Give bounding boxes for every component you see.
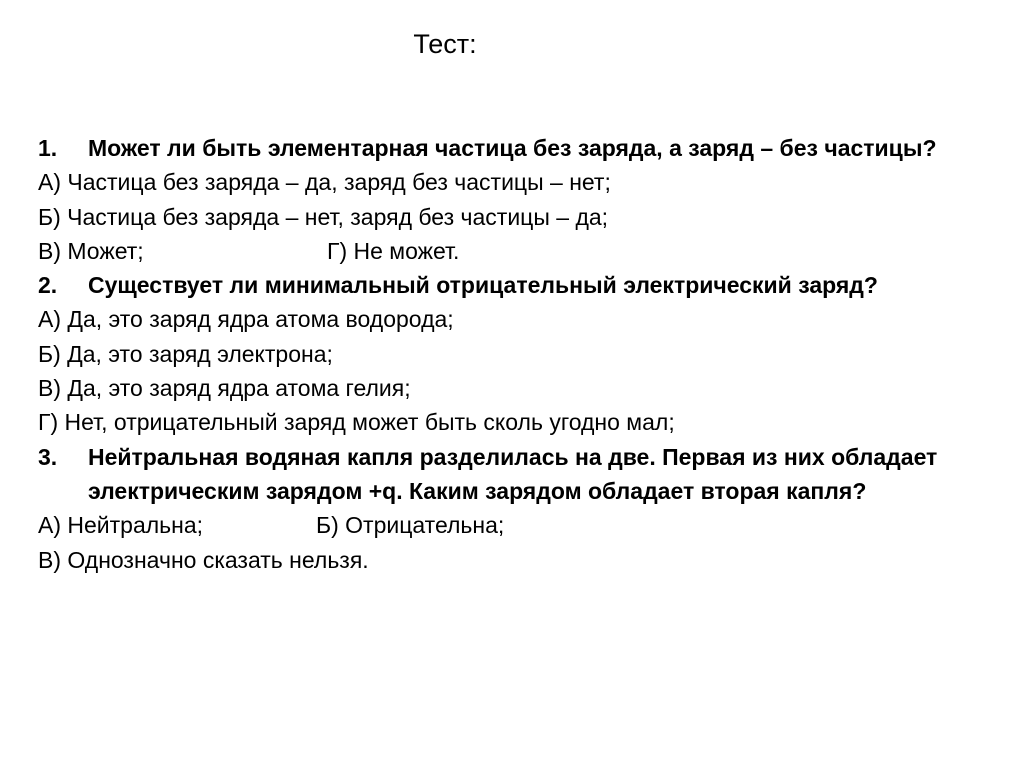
slide-title: Тест: [413, 29, 477, 59]
question-text: Может ли быть элементарная частица без заряда, а заряд – без частицы? [88, 135, 937, 161]
answer-option: А) Частица без заряда – да, заряд без частицы – нет; [38, 169, 611, 196]
answer-option-row [38, 234, 998, 268]
answer-option: Б) Да, это заряд электрона; [38, 340, 333, 367]
answer-option: А) Нейтральна; [38, 512, 204, 539]
question-number: 3. [38, 443, 58, 470]
answer-option-row [38, 508, 998, 542]
answer-option: Г) Нет, отрицательный заряд может быть сколь угодно мал; [38, 409, 675, 436]
test-content [38, 131, 998, 577]
answer-option: Б) Частица без заряда – нет, заряд без частицы – да; [38, 203, 609, 230]
answer-option: А) Да, это заряд ядра атома водорода; [38, 306, 454, 333]
answer-option: В) Может; [38, 237, 144, 264]
answer-option: В) Однозначно сказать нельзя. [38, 546, 369, 573]
question-text: Существует ли минимальный отрицательный электрический заряд? [88, 272, 878, 299]
question-1 [38, 131, 998, 165]
answer-option: Г) Не может. [327, 237, 460, 264]
question-2 [38, 268, 998, 302]
question-text: Нейтральная водяная капля разделилась на две. Первая из них обладает электрическим зарядом +q. Каким зарядом обладает вторая капля? [88, 443, 938, 504]
question-number: 2. [38, 272, 58, 299]
question-number: 1. [38, 135, 58, 161]
question-3 [38, 440, 998, 509]
answer-option: Б) Отрицательна; [316, 512, 505, 539]
answer-option: В) Да, это заряд ядра атома гелия; [38, 375, 411, 402]
